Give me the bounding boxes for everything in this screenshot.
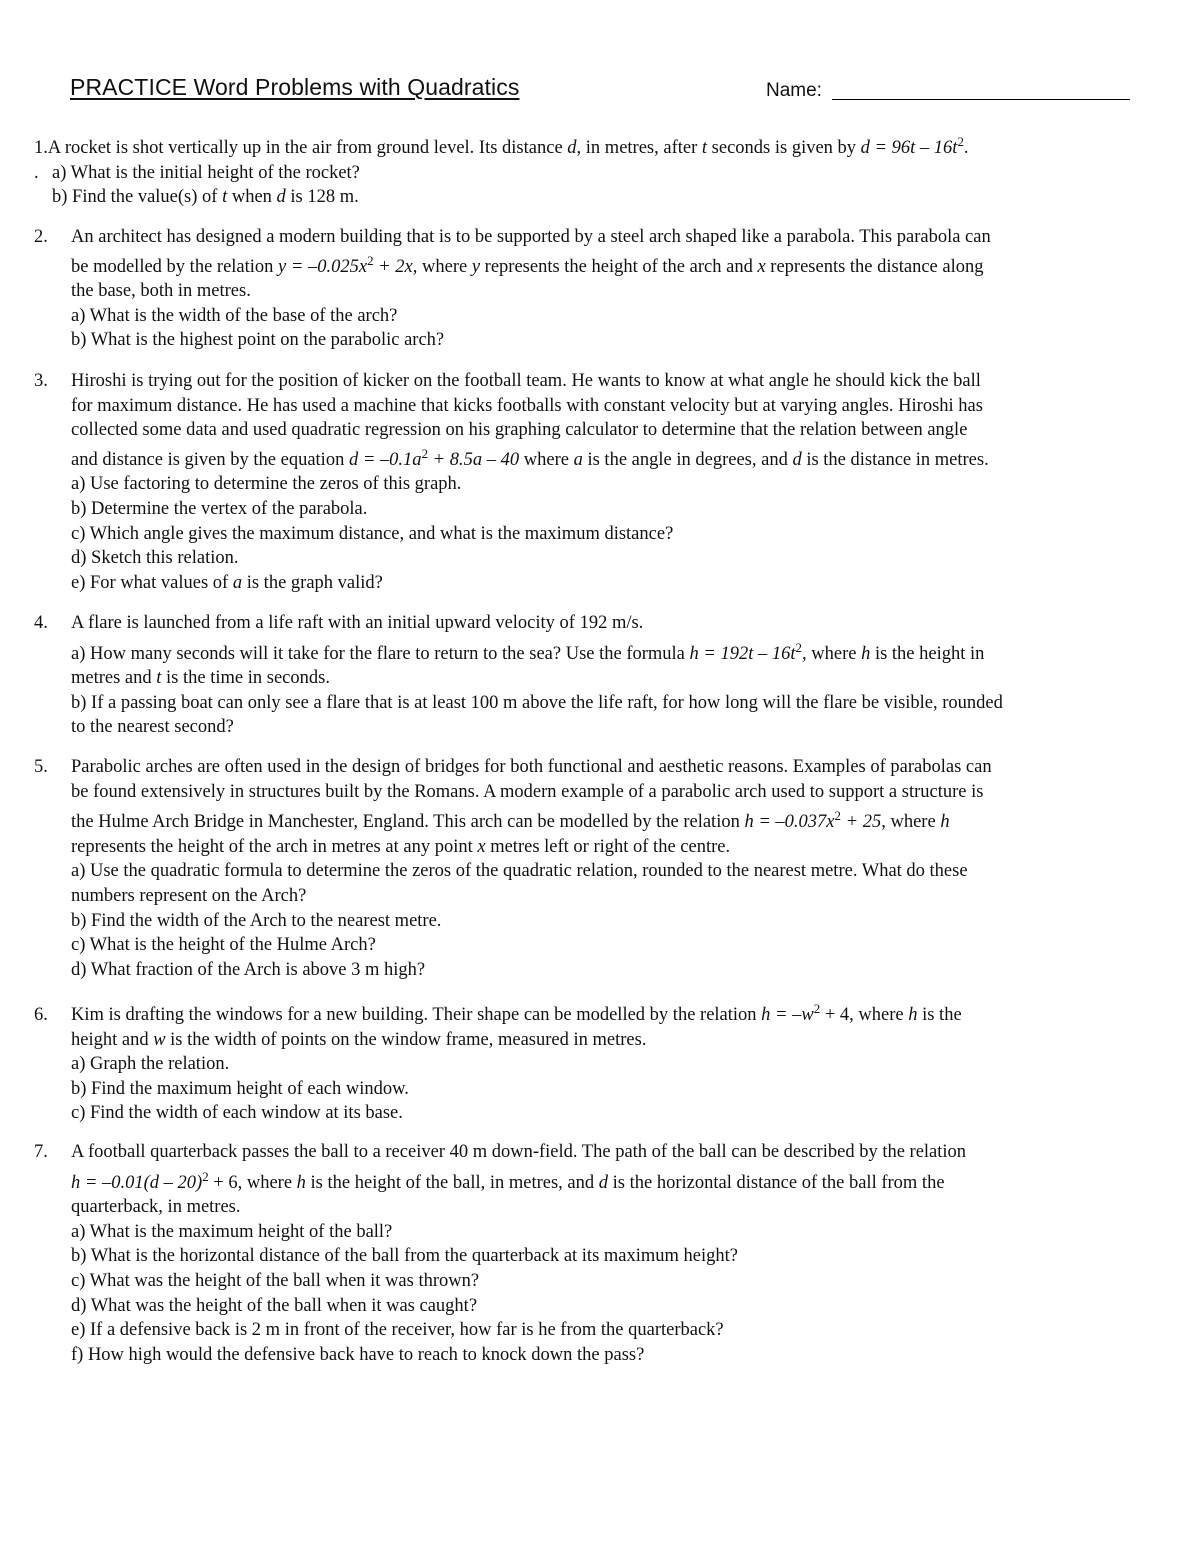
question-5: 5. Parabolic arches are often used in the design of bridges for both functional and aesthetic reasons. Examples of parabolas can be found extensively in structures built by the Romans. A modern example of a parabolic arch used to support a structure is the Hulme Arch Bridge in Manchester, England. This arch can be modelled by the relation $h = -0.037x^2 + 25$, where h represents the height of the arch in metres at any point x metres left or right of the centre. a) Use the quadratic formula to determine the zeros of the quadratic relation, rounded to the nearest metre. What do these numbers represent on the Arch? b) Find the width of the Arch to the nearest metre. c) What is the height of the Hulme Arch? d) What fraction of the Arch is above 3 m high? — [34, 755, 1134, 982]
question-6-part-a: a) Graph the relation. — [71, 1054, 230, 1075]
name-label: Name: — [766, 80, 822, 101]
question-1-part-b: b) Find the value(s) of t when d is 128 m. — [52, 187, 359, 208]
question-1 — [34, 133, 1134, 210]
question-7-part-c: c) What was the height of the ball when it was thrown? — [71, 1270, 480, 1291]
question-number: 6. — [34, 1005, 48, 1025]
question-3-part-a: a) Use factoring to determine the zeros of this graph. — [71, 474, 462, 495]
question-7: 7. A football quarterback passes the ball to a receiver 40 m down-field. The path of the ball can be described by the relation h = –0.01(d – 20)$^2$ + 6, where h is the height of the ball, in metres, and d is the horizontal distance of the ball from the quarterback, in metres. a) What is the maximum height of the ball? b) What is the horizontal distance of the ball from the quarterback at its maximum height? c) What was the height of the ball when it was thrown? d) What was the height of the ball when it was caught? e) If a defensive back is 2 m in front of the receiver, how far is he from the quarterback? f) How high would the defensive back have to reach to knock down the pass? — [34, 1140, 1134, 1367]
question-3: 3. Hiroshi is trying out for the position of kicker on the football team. He wants to know at what angle he should kick the ball for maximum distance. He has used a machine that kicks footballs with constant velocity but at varying angles. Hiroshi has collected some data and used quadratic regression on his graphing calculator to determine that the relation between angle and distance is given by the equation $d = -0.1a^2 + 8.5a - 40$ where a is the angle in degrees, and d is the distance in metres. a) Use factoring to determine the zeros of this graph. b) Determine the vertex of the parabola. c) Which angle gives the maximum distance, and what is the maximum distance? d) Sketch this relation. e) For what values of a is the graph valid? — [34, 369, 1134, 595]
stray-dot: . — [34, 162, 39, 183]
question-5-part-d: d) What fraction of the Arch is above 3 m high? — [71, 959, 426, 980]
question-3-part-d: d) Sketch this relation. — [71, 548, 239, 569]
question-5-part-b: b) Find the width of the Arch to the nearest metre. — [71, 910, 442, 931]
formula: h = –0.01(d – 20) — [71, 1172, 203, 1193]
question-7-part-a: a) What is the maximum height of the ball? — [71, 1221, 393, 1242]
formula: d = –0.1a — [348, 449, 422, 470]
formula: y = –0.025x — [278, 256, 368, 277]
formula: h = 192t – 16t — [689, 643, 796, 664]
question-3-part-b: b) Determine the vertex of the parabola. — [71, 498, 368, 519]
question-2: 2. An architect has designed a modern building that is to be supported by a steel arch shaped like a parabola. This parabola can be modelled by the relation $y = -0.025x^2 + 2x$, where y represents the height of the arch and x represents the distance along the base, both in metres. a) What is the width of the base of the arch? b) What is the highest point on the parabolic arch? — [34, 225, 1134, 353]
question-4-part-a: a) How many seconds will it take for the flare to return to the sea? Use the formula $h = 192t - 16t^2$, where h is the height in — [71, 639, 985, 664]
question-number: 4. — [34, 613, 48, 633]
page-title: PRACTICE Word Problems with Quadratics — [70, 74, 520, 100]
question-3-part-c: c) Which angle gives the maximum distance, and what is the maximum distance? — [71, 523, 674, 544]
formula: h = –0.037x — [744, 812, 835, 833]
question-number: 3. — [34, 371, 48, 391]
question-3-part-e: e) For what values of a is the graph valid? — [71, 572, 383, 593]
question-number: 7. — [34, 1142, 48, 1162]
question-2-part-a: a) What is the width of the base of the arch? — [71, 305, 398, 326]
question-1-stem: 1.A rocket is shot vertically up in the air from ground level. Its distance d, in metres, after t seconds is given by $d = 96t - 16t^2$. — [34, 133, 969, 158]
question-5-part-a: a) Use the quadratic formula to determine the zeros of the quadratic relation, rounded to the nearest metre. What do these — [71, 861, 968, 882]
question-7-part-b: b) What is the horizontal distance of the ball from the quarterback at its maximum height? — [71, 1246, 738, 1267]
formula: h = –w — [761, 1005, 814, 1025]
question-4-part-b: b) If a passing boat can only see a flare that is at least 100 m above the life raft, for how long will the flare be visible, rounded — [71, 692, 1003, 713]
question-5-part-c: c) What is the height of the Hulme Arch? — [71, 935, 376, 956]
question-6-part-b: b) Find the maximum height of each window. — [71, 1078, 409, 1099]
question-1-part-a: a) What is the initial height of the rocket? — [52, 162, 360, 183]
question-7-part-d: d) What was the height of the ball when it was caught? — [71, 1295, 478, 1316]
name-field[interactable] — [832, 99, 1130, 100]
question-4: 4. A flare is launched from a life raft with an initial upward velocity of 192 m/s. a) How many seconds will it take for the flare to return to the sea? Use the formula $h = 192t - 16t^2$, where h is the height in metres and t is the time in seconds. b) If a passing boat can only see a flare that is at least 100 m above the life raft, for how long will the flare be visible, rounded to the nearest second? — [34, 611, 1134, 740]
question-7-part-e: e) If a defensive back is 2 m in front of the receiver, how far is he from the quarterback? — [71, 1320, 724, 1341]
question-number: 5. — [34, 757, 48, 777]
question-7-part-f: f) How high would the defensive back have to reach to knock down the pass? — [71, 1344, 645, 1365]
question-2-part-b: b) What is the highest point on the parabolic arch? — [71, 330, 445, 351]
question-6-part-c: c) Find the width of each window at its base. — [71, 1103, 403, 1124]
formula: d = 96t – 16t — [860, 138, 958, 158]
question-number: 2. — [34, 227, 48, 247]
question-6: 6. Kim is drafting the windows for a new building. Their shape can be modelled by the relation $h = -w^2 + 4$, where h is the height and w is the width of points on the window frame, measured in metres. a) Graph the relation. b) Find the maximum height of each window. c) Find the width of each window at its base. — [34, 1003, 1134, 1126]
